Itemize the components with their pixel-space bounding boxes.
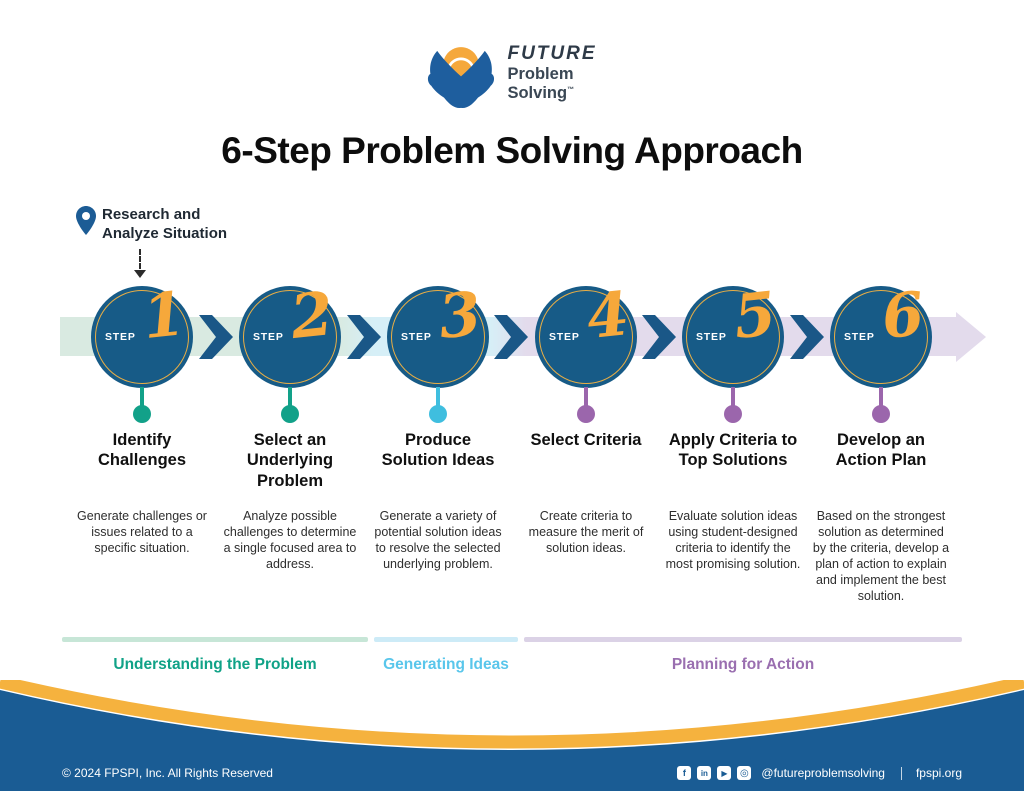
youtube-icon: ▶ <box>717 766 731 780</box>
footer <box>0 680 1024 791</box>
logo <box>0 36 1024 110</box>
step-label: STEP <box>844 331 875 343</box>
connector-stem <box>288 387 292 407</box>
step-column-4 <box>511 430 661 555</box>
phase-label-generating: Generating Ideas <box>383 656 509 673</box>
annotation <box>76 206 227 244</box>
chevron-right-icon <box>199 315 233 359</box>
chevron-right-icon <box>494 315 528 359</box>
step-title: Select an Underlying Problem <box>246 431 334 490</box>
facebook-icon: f <box>677 766 691 780</box>
footer-divider <box>901 767 902 780</box>
down-arrow-icon <box>139 249 141 269</box>
connector-dot <box>429 405 447 423</box>
step-label: STEP <box>105 331 136 343</box>
step-title: Produce Solution Ideas <box>381 431 495 470</box>
phase-label-planning: Planning for Action <box>671 656 815 673</box>
step-label: STEP <box>549 331 580 343</box>
step-circle-5 <box>683 279 783 387</box>
step-title: Select Criteria <box>530 431 642 449</box>
step-title: Identify Challenges <box>97 431 187 470</box>
phase-bar-understanding <box>62 637 368 642</box>
connector-stem <box>436 387 440 407</box>
brand-line-problem: Problem <box>507 64 574 83</box>
step-description: Based on the strongest solution as determined by the criteria, develop a plan of action to explain and implement the best solution. <box>812 509 950 603</box>
connector-dot <box>872 405 890 423</box>
map-pin-icon <box>76 206 96 235</box>
step-column-5 <box>658 430 808 571</box>
trademark: ™ <box>567 86 575 94</box>
step-number: 6 <box>878 279 928 353</box>
connector-dot <box>133 405 151 423</box>
connector-dot <box>724 405 742 423</box>
step-description: Evaluate solution ideas using student-designed criteria to identify the most promising solution. <box>665 509 801 571</box>
linkedin-icon: in <box>697 766 711 780</box>
step-title: Develop an Action Plan <box>835 431 927 470</box>
connector-dot <box>577 405 595 423</box>
social-group <box>677 766 962 780</box>
page-title: 6-Step Problem Solving Approach <box>221 130 803 171</box>
step-circle-2 <box>240 279 340 387</box>
chevron-right-icon <box>347 315 381 359</box>
brand-line-future: FUTURE <box>507 42 597 64</box>
step-circle-4 <box>536 279 636 387</box>
step-description: Generate a variety of potential solution ideas to resolve the selected underlying problem. <box>374 509 502 571</box>
brand-name <box>507 44 596 103</box>
process-band-arrow-tip <box>956 312 986 362</box>
copyright: © 2024 FPSPI, Inc. All Rights Reserved <box>62 766 273 780</box>
step-column-6 <box>806 430 956 603</box>
step-description: Analyze possible challenges to determine a single focused area to address. <box>223 509 357 571</box>
connector-stem <box>879 387 883 407</box>
step-number: 3 <box>435 279 485 353</box>
step-circle-6 <box>831 279 931 387</box>
social-handle: @futureproblemsolving <box>761 766 885 780</box>
connector-stem <box>584 387 588 407</box>
step-number: 1 <box>139 279 189 353</box>
step-description: Generate challenges or issues related to a specific situation. <box>77 509 207 555</box>
website-link: fpspi.org <box>915 766 962 780</box>
step-circle-1 <box>92 279 192 387</box>
step-label: STEP <box>401 331 432 343</box>
step-label: STEP <box>253 331 284 343</box>
connector-stem <box>140 387 144 407</box>
step-circle-3 <box>388 279 488 387</box>
down-arrow-head <box>134 270 146 278</box>
instagram-icon: ◎ <box>737 766 751 780</box>
phase-bar-generating <box>374 637 518 642</box>
step-column-3 <box>363 430 513 571</box>
fps-head-icon <box>427 36 495 110</box>
connector-dot <box>281 405 299 423</box>
footer-row <box>62 766 962 780</box>
chevron-right-icon <box>790 315 824 359</box>
step-number: 5 <box>730 279 780 353</box>
step-column-1 <box>67 430 217 555</box>
step-number: 4 <box>583 279 633 353</box>
step-title: Apply Criteria to Top Solutions <box>668 431 798 470</box>
annotation-text: Research and Analyze Situation <box>102 206 228 242</box>
step-description: Create criteria to measure the merit of solution ideas. <box>528 509 644 555</box>
step-number: 2 <box>287 279 337 353</box>
phase-label-understanding: Understanding the Problem <box>113 656 317 673</box>
step-column-2 <box>215 430 365 571</box>
phase-bar-planning <box>524 637 962 642</box>
chevron-right-icon <box>642 315 676 359</box>
brand-line-solving: Solving™ <box>507 83 575 102</box>
connector-stem <box>731 387 735 407</box>
step-label: STEP <box>696 331 727 343</box>
